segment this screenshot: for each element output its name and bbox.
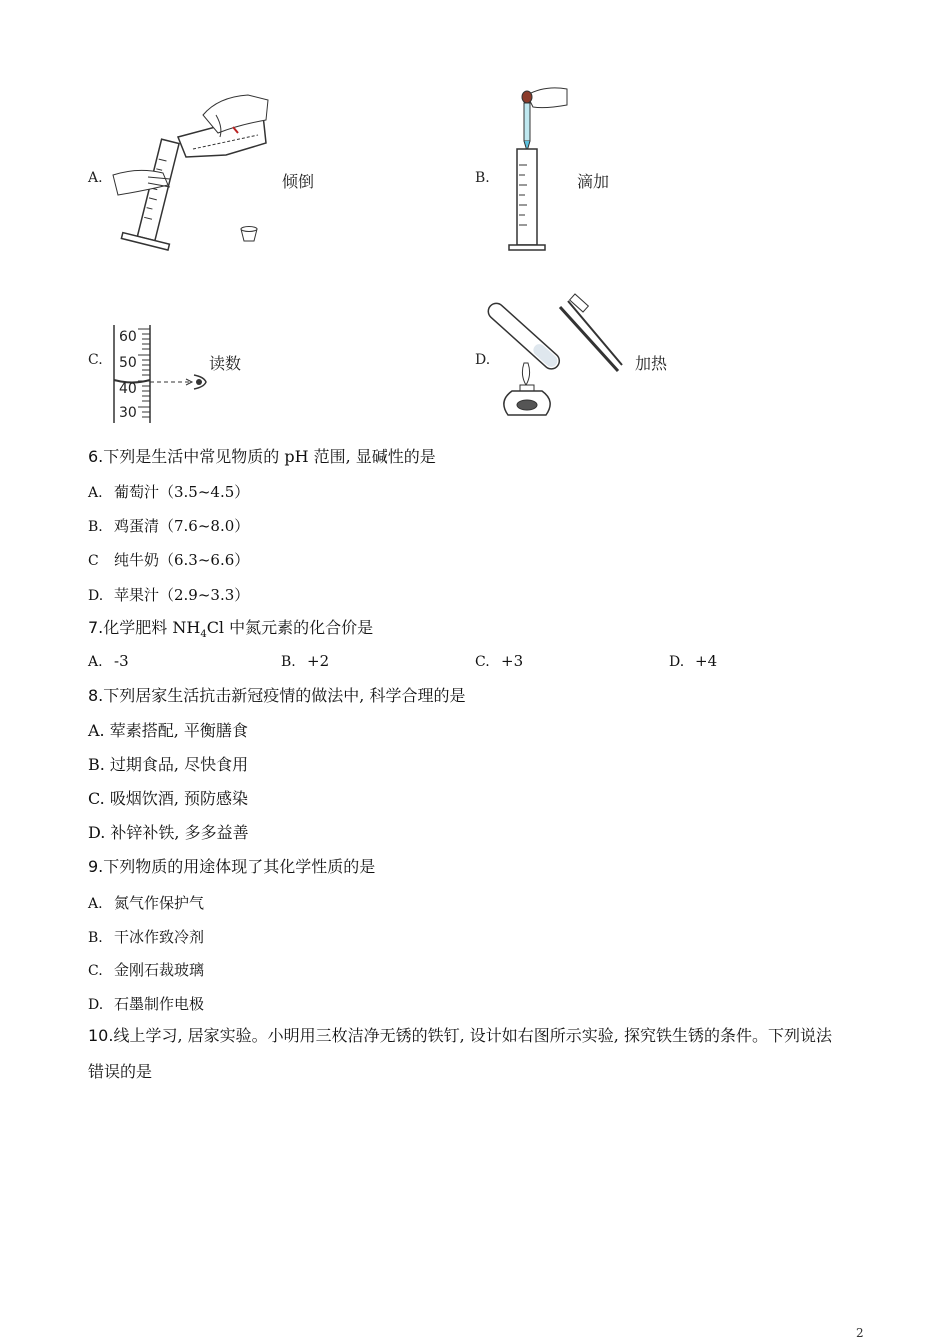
pouring-illustration: [108, 95, 273, 255]
scale-label-40: 40: [119, 381, 137, 397]
choice-letter: B.: [281, 654, 296, 670]
q8-choice-b[interactable]: B. 过期食品, 尽快食用: [88, 755, 249, 774]
q7-choice-d[interactable]: [669, 652, 717, 670]
scale-label-50: 50: [119, 355, 137, 371]
reading-illustration: [110, 325, 215, 425]
page-number: 2: [856, 1326, 864, 1340]
question-text: 下列物质的用途体现了其化学性质的是: [103, 857, 376, 876]
question-number: 6.: [88, 447, 104, 466]
choice-letter: A.: [88, 896, 103, 912]
option-b-letter: B.: [475, 170, 490, 186]
question-10-stem-line1: [88, 1026, 832, 1046]
choice-text: -3: [114, 652, 129, 670]
choice-letter: B.: [88, 930, 103, 946]
choice-text: +2: [307, 652, 330, 670]
choice-text: 鸡蛋清（7.6~8.0）: [114, 517, 250, 535]
choice-letter: C: [88, 553, 99, 569]
question-text-pre: 化学肥料 NH: [103, 618, 201, 637]
choice-letter: C.: [475, 654, 490, 670]
q9-choice-d[interactable]: [88, 993, 204, 1014]
q9-choice-b[interactable]: [88, 926, 204, 947]
scale-label-30: 30: [119, 405, 137, 421]
option-a-letter: A.: [88, 170, 103, 186]
choice-text: 纯牛奶（6.3~6.6）: [114, 551, 250, 569]
question-text: 线上学习, 居家实验。小明用三枚洁净无锈的铁钉, 设计如右图所示实验, 探究铁生锈的条件。下列说法: [113, 1026, 832, 1045]
choice-text: 葡萄汁（3.5~4.5）: [114, 483, 250, 501]
choice-text: +3: [501, 652, 524, 670]
question-9-stem: [88, 857, 375, 877]
q9-choice-a[interactable]: [88, 892, 204, 913]
q9-choice-c[interactable]: [88, 959, 204, 980]
choice-text: 干冰作致冷剂: [114, 928, 205, 946]
question-7-stem: [88, 618, 373, 645]
choice-letter: B.: [88, 519, 103, 535]
question-number: 9.: [88, 857, 104, 876]
choice-letter: A.: [88, 485, 103, 501]
q7-choice-c[interactable]: [475, 652, 523, 670]
option-c-letter: C.: [88, 352, 103, 368]
question-text-post: Cl 中氮元素的化合价是: [206, 618, 374, 637]
q6-choice-a[interactable]: [88, 481, 249, 502]
option-d-letter: D.: [475, 352, 491, 368]
question-text: 下列是生活中常见物质的 pH 范围, 显碱性的是: [103, 447, 436, 466]
choice-text: 金刚石裁玻璃: [114, 961, 205, 979]
q7-choice-b[interactable]: [281, 652, 329, 670]
question-number: 7.: [88, 618, 104, 637]
choice-letter: D.: [88, 588, 104, 604]
q8-choice-c[interactable]: C. 吸烟饮酒, 预防感染: [88, 789, 249, 808]
q7-choice-a[interactable]: [88, 652, 129, 670]
choice-letter: D.: [88, 997, 104, 1013]
choice-text: 氮气作保护气: [114, 894, 205, 912]
q6-choice-b[interactable]: [88, 515, 249, 536]
question-10-stem-line2: 错误的是: [88, 1062, 153, 1081]
option-c-label: 读数: [209, 354, 242, 373]
question-8-stem: [88, 686, 465, 706]
question-text-subscript: 4: [200, 629, 207, 641]
q8-choice-a[interactable]: A. 荤素搭配, 平衡膳食: [88, 721, 248, 740]
choice-letter: A.: [88, 654, 103, 670]
question-number: 8.: [88, 686, 104, 705]
choice-text: +4: [695, 652, 718, 670]
heating-illustration: [500, 293, 630, 423]
scale-label-60: 60: [119, 329, 137, 345]
choice-letter: D.: [669, 654, 685, 670]
choice-letter: C.: [88, 963, 103, 979]
choice-text: 石墨制作电极: [114, 995, 205, 1013]
choice-text: 苹果汁（2.9~3.3）: [114, 586, 250, 604]
option-b-label: 滴加: [577, 172, 610, 191]
q8-choice-d[interactable]: D. 补锌补铁, 多多益善: [88, 823, 249, 842]
option-d-label: 加热: [635, 354, 668, 373]
dropping-illustration: [505, 85, 575, 255]
question-6-stem: [88, 447, 436, 467]
question-text: 下列居家生活抗击新冠疫情的做法中, 科学合理的是: [103, 686, 466, 705]
q6-choice-c[interactable]: [88, 549, 249, 570]
question-number: 10.: [88, 1026, 114, 1045]
option-a-label: 倾倒: [282, 172, 315, 191]
q6-choice-d[interactable]: [88, 584, 249, 605]
